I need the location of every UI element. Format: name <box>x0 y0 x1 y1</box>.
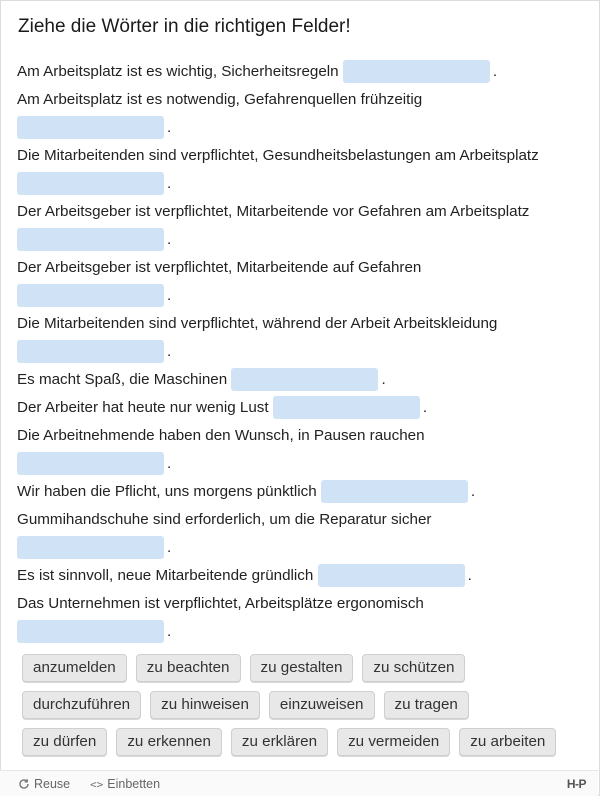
word-row-1 <box>22 654 592 682</box>
sentence-text: Am Arbeitsplatz ist es wichtig, Sicherheitsregeln <box>17 63 339 80</box>
drop-zone[interactable] <box>17 228 164 251</box>
sentence-period: . <box>470 483 476 500</box>
sentence-5 <box>17 254 592 310</box>
reuse-label: Reuse <box>34 777 71 791</box>
task-title: Ziehe die Wörter in die richtigen Felder! <box>18 16 351 37</box>
word-row-2 <box>22 691 592 719</box>
sentence-period: . <box>167 539 172 556</box>
draggable-word[interactable]: zu schützen <box>362 654 465 682</box>
sentence-12 <box>17 562 592 590</box>
drop-zone[interactable] <box>17 620 164 643</box>
sentence-8 <box>17 394 592 422</box>
sentence-text: Die Arbeitnehmende haben den Wunsch, in Pausen rauchen <box>17 427 425 444</box>
embed-label: Einbetten <box>107 777 161 791</box>
draggable-word[interactable]: zu dürfen <box>22 728 107 756</box>
drop-zone[interactable] <box>17 452 164 475</box>
sentence-period: . <box>167 119 172 136</box>
code-icon: <> <box>90 777 104 791</box>
sentence-text: Am Arbeitsplatz ist es notwendig, Gefahrenquellen frühzeitig <box>17 91 423 108</box>
sentence-text: Es ist sinnvoll, neue Mitarbeitende gründlich <box>17 567 314 584</box>
drop-zone[interactable] <box>318 564 465 587</box>
sentence-6 <box>17 310 592 366</box>
draggable-word[interactable]: zu gestalten <box>250 654 354 682</box>
sentence-period: . <box>467 567 472 584</box>
h5p-logo: H-P <box>566 777 586 791</box>
drop-zone[interactable] <box>231 368 378 391</box>
sentence-period: . <box>167 231 172 248</box>
draggable-word[interactable]: zu erkennen <box>116 728 222 756</box>
sentence-10 <box>17 478 592 506</box>
sentence-4 <box>17 198 592 254</box>
sentence-text: Es macht Spaß, die Maschinen <box>17 371 228 388</box>
sentence-period: . <box>381 371 386 388</box>
draggable-word[interactable]: zu vermeiden <box>337 728 450 756</box>
sentence-list <box>17 58 592 646</box>
draggable-word[interactable]: zu erklären <box>231 728 328 756</box>
sentence-text: Gummihandschuhe sind erforderlich, um die Reparatur sicher <box>17 511 432 528</box>
draggable-word[interactable]: zu tragen <box>384 691 469 719</box>
sentence-period: . <box>492 63 498 80</box>
sentence-13 <box>17 590 592 646</box>
sentence-text: Das Unternehmen ist verpflichtet, Arbeitsplätze ergonomisch <box>17 595 424 612</box>
sentence-11 <box>17 506 592 562</box>
sentence-period: . <box>422 399 428 416</box>
draggable-word[interactable]: zu beachten <box>136 654 241 682</box>
sentence-2 <box>17 86 592 142</box>
sentence-text: Der Arbeitsgeber ist verpflichtet, Mitarbeitende vor Gefahren am Arbeitsplatz <box>17 203 530 220</box>
drop-zone[interactable] <box>17 284 164 307</box>
sentence-text: Die Mitarbeitenden sind verpflichtet, Gesundheitsbelastungen am Arbeitsplatz <box>17 147 539 164</box>
sentence-9 <box>17 422 592 478</box>
word-bank <box>22 654 592 765</box>
drop-zone[interactable] <box>17 340 164 363</box>
drop-zone[interactable] <box>17 536 164 559</box>
sentence-text: Die Mitarbeitenden sind verpflichtet, während der Arbeit Arbeitskleidung <box>17 315 498 332</box>
drop-zone[interactable] <box>343 60 490 83</box>
sentence-3 <box>17 142 592 198</box>
drop-zone[interactable] <box>273 396 420 419</box>
sentence-period: . <box>167 175 172 192</box>
sentence-text: Der Arbeiter hat heute nur wenig Lust <box>17 399 269 416</box>
sentence-period: . <box>167 287 172 304</box>
word-row-3 <box>22 728 592 756</box>
reuse-icon <box>18 778 30 790</box>
draggable-word[interactable]: einzuweisen <box>269 691 375 719</box>
drop-zone[interactable] <box>17 172 164 195</box>
drop-zone[interactable] <box>321 480 468 503</box>
sentence-period: . <box>167 623 172 640</box>
footer-bar <box>0 770 598 796</box>
draggable-word[interactable]: durchzuführen <box>22 691 141 719</box>
sentence-period: . <box>167 343 172 360</box>
sentence-text: Wir haben die Pflicht, uns morgens pünktlich <box>17 483 317 500</box>
sentence-7 <box>17 366 592 394</box>
embed-button[interactable] <box>90 777 160 791</box>
reuse-button[interactable] <box>18 777 70 791</box>
drop-zone[interactable] <box>17 116 164 139</box>
sentence-1 <box>17 58 592 86</box>
draggable-word[interactable]: anzumelden <box>22 654 127 682</box>
draggable-word[interactable]: zu arbeiten <box>459 728 556 756</box>
sentence-period: . <box>167 455 172 472</box>
draggable-word[interactable]: zu hinweisen <box>150 691 260 719</box>
sentence-text: Der Arbeitsgeber ist verpflichtet, Mitarbeitende auf Gefahren <box>17 259 422 276</box>
